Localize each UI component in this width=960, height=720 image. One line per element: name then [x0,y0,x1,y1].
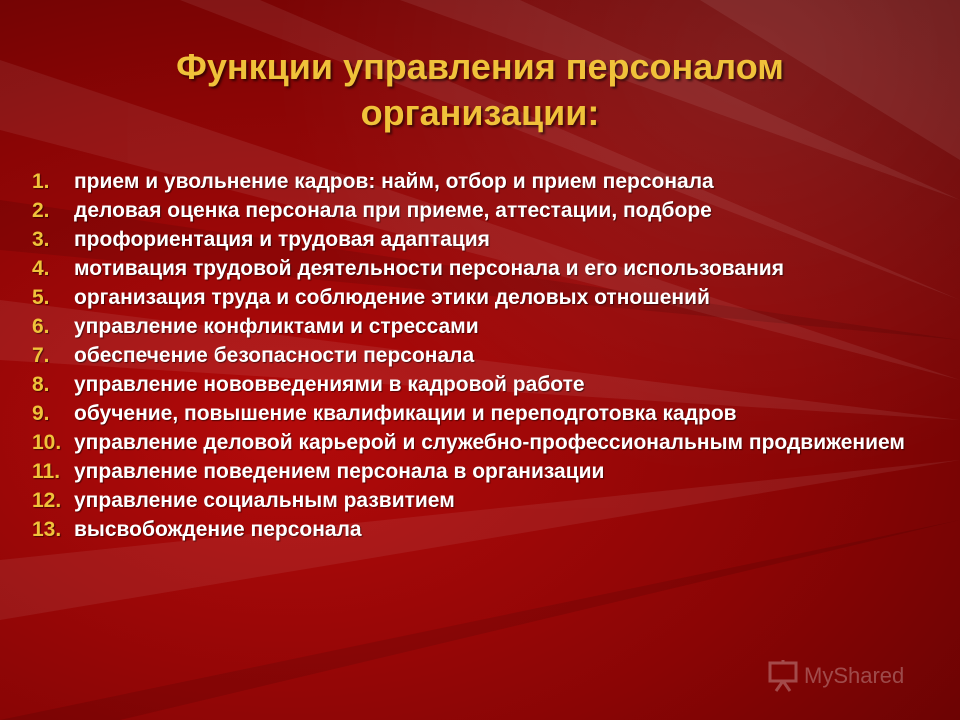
list-item [32,317,912,336]
list-item [32,259,912,278]
list-item [32,433,912,452]
item-text: прием и увольнение кадров: найм, отбор и прием персонала [74,170,714,193]
item-number: 7. [32,344,50,367]
item-text: управление конфликтами и стрессами [74,315,479,338]
item-number: 6. [32,315,50,338]
item-text: организация труда и соблюдение этики деловых отношений [74,286,710,309]
list-item [32,288,912,307]
item-text: управление поведением персонала в организации [74,460,605,483]
item-text: высвобождение персонала [74,518,362,541]
list-item [32,230,912,249]
item-number: 1. [32,170,50,193]
list-item [32,201,912,220]
list-item [32,375,912,394]
functions-list [32,172,912,549]
item-number: 9. [32,402,50,425]
slide-title [60,44,900,136]
item-text: управление социальным развитием [74,489,455,512]
item-number: 10. [32,431,62,454]
item-text: обучение, повышение квалификации и переподготовка кадров [74,402,737,425]
item-number: 13. [32,518,62,541]
title-line-1: Функции управления персоналом [176,46,784,87]
item-text: деловая оценка персонала при приеме, аттестации, подборе [74,199,712,222]
list-item [32,172,912,191]
item-number: 8. [32,373,50,396]
list-item [32,404,912,423]
list-item [32,520,912,539]
item-text: управление нововведениями в кадровой работе [74,373,585,396]
watermark-text: MyShared [804,663,905,688]
item-text: мотивация трудовой деятельности персонала и его использования [74,257,784,280]
item-number: 3. [32,228,50,251]
title-line-2: организации: [360,92,600,133]
presentation-board-icon [768,660,798,692]
item-number: 5. [32,286,50,309]
item-number: 4. [32,257,50,280]
item-text: обеспечение безопасности персонала [74,344,475,367]
item-number: 2. [32,199,50,222]
item-text: профориентация и трудовая адаптация [74,228,490,251]
list-item [32,491,912,510]
list-item [32,462,912,481]
list-item [32,346,912,365]
item-text: управление деловой карьерой и служебно-профессиональным продвижением [74,431,905,454]
item-number: 12. [32,489,62,512]
item-number: 11. [32,460,61,483]
watermark [768,656,904,696]
